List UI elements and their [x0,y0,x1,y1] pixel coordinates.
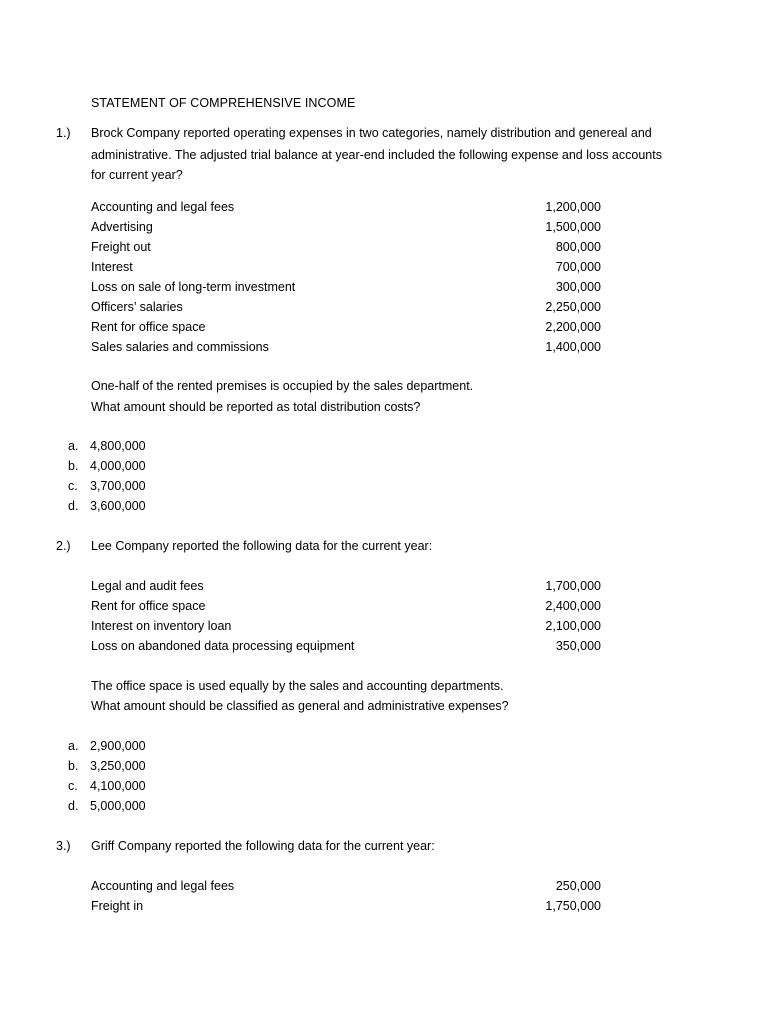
question-2-prompt: What amount should be classified as general and administrative expenses? [91,699,509,713]
question-2-note: The office space is used equally by the sales and accounting departments. [91,679,504,693]
choice-letter: a. [68,739,79,753]
choice-value: 2,900,000 [90,739,146,753]
choice-value: 3,600,000 [90,499,146,513]
expense-label: Loss on sale of long-term investment [91,280,296,294]
expense-row [91,198,601,216]
question-3-number: 3.) [56,839,71,853]
expense-amount: 1,750,000 [545,899,601,913]
expense-amount: 1,500,000 [545,220,601,234]
expense-row [91,637,601,655]
choice-letter: a. [68,439,79,453]
expense-row [91,617,601,635]
expense-label: Interest [91,260,133,274]
expense-row [91,258,601,276]
choice-value: 4,000,000 [90,459,146,473]
question-1-text-line: Brock Company reported operating expenses in two categories, namely distribution and genereal and [91,126,652,140]
question-1-text-line: for current year? [91,168,183,182]
choice-value: 4,100,000 [90,779,146,793]
expense-amount: 1,200,000 [545,200,601,214]
expense-row [91,897,601,915]
expense-amount: 700,000 [555,260,601,274]
expense-label: Advertising [91,220,153,234]
expense-amount: 1,400,000 [545,340,601,354]
expense-row [91,877,601,895]
question-2-text: Lee Company reported the following data for the current year: [91,539,433,553]
expense-label: Freight in [91,899,144,913]
question-1-prompt: What amount should be reported as total distribution costs? [91,400,421,414]
expense-amount: 350,000 [555,639,601,653]
expense-label: Rent for office space [91,599,206,613]
choice-letter: c. [68,479,78,493]
choice-value: 5,000,000 [90,799,146,813]
choice-value: 3,250,000 [90,759,146,773]
question-1-number: 1.) [56,126,71,140]
expense-label: Officers’ salaries [91,300,183,314]
choice-letter: d. [68,499,79,513]
expense-amount: 2,250,000 [545,300,601,314]
expense-amount: 250,000 [555,879,601,893]
expense-amount: 2,200,000 [545,320,601,334]
expense-amount: 800,000 [555,240,601,254]
question-1-text-line: administrative. The adjusted trial balance at year-end included the following expense and loss accounts [91,148,662,162]
expense-label: Accounting and legal fees [91,879,235,893]
expense-row [91,597,601,615]
expense-amount: 2,100,000 [545,619,601,633]
choice-letter: c. [68,779,78,793]
expense-label: Loss on abandoned data processing equipment [91,639,355,653]
choice-letter: d. [68,799,79,813]
expense-row [91,577,601,595]
expense-label: Legal and audit fees [91,579,204,593]
choice-value: 3,700,000 [90,479,146,493]
expense-row [91,278,601,296]
expense-label: Accounting and legal fees [91,200,235,214]
expense-amount: 300,000 [555,280,601,294]
expense-row [91,218,601,236]
expense-row [91,238,601,256]
choice-value: 4,800,000 [90,439,146,453]
expense-amount: 1,700,000 [545,579,601,593]
question-3-text: Griff Company reported the following data for the current year: [91,839,435,853]
expense-label: Freight out [91,240,151,254]
expense-label: Interest on inventory loan [91,619,232,633]
expense-amount: 2,400,000 [545,599,601,613]
choice-letter: b. [68,459,79,473]
expense-label: Rent for office space [91,320,206,334]
question-2-number: 2.) [56,539,71,553]
expense-row [91,298,601,316]
expense-row [91,318,601,336]
document-title: STATEMENT OF COMPREHENSIVE INCOME [91,96,356,110]
question-1-note: One-half of the rented premises is occupied by the sales department. [91,379,474,393]
expense-row [91,338,601,356]
expense-label: Sales salaries and commissions [91,340,269,354]
choice-letter: b. [68,759,79,773]
